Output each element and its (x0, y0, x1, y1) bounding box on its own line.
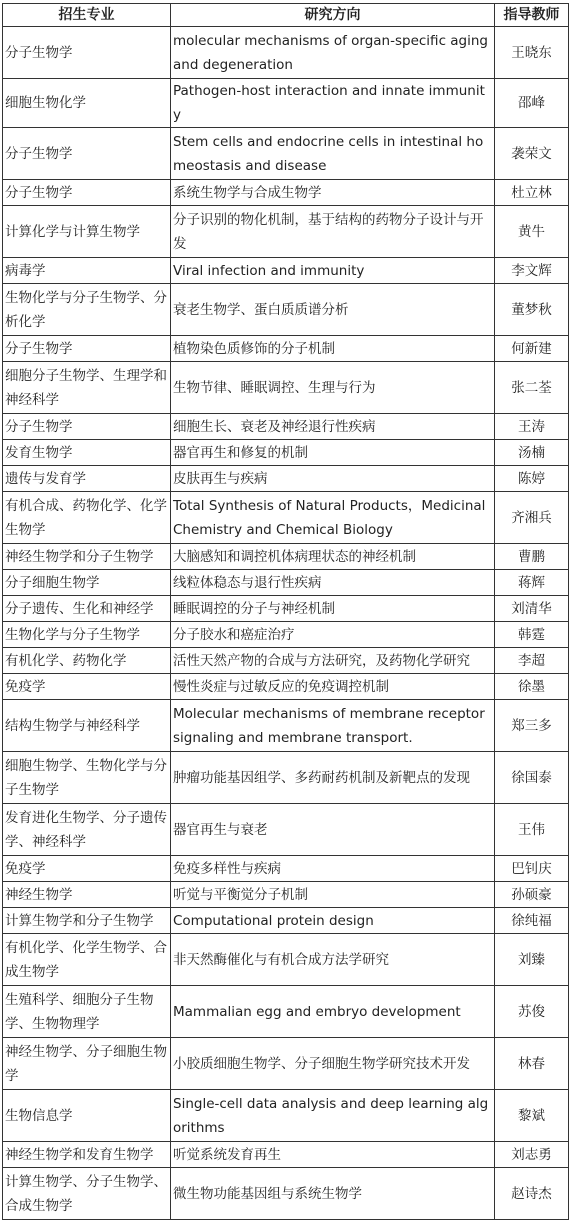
cell-advisor: 孙硕豪 (495, 882, 569, 908)
cell-major: 发育生物学 (3, 440, 171, 466)
cell-major: 生物信息学 (3, 1090, 171, 1142)
cell-direction: 小胶质细胞生物学、分子细胞生物学研究技术开发 (171, 1038, 495, 1090)
cell-major: 分子生物学 (3, 414, 171, 440)
cell-advisor: 王晓东 (495, 27, 569, 79)
cell-advisor: 董梦秋 (495, 284, 569, 336)
cell-direction: Total Synthesis of Natural Products，Medicinal Chemistry and Chemical Biology (171, 492, 495, 544)
table-row (3, 882, 569, 908)
cell-direction: 肿瘤功能基因组学、多药耐药机制及新靶点的发现 (171, 752, 495, 804)
table-row (3, 414, 569, 440)
cell-direction: 皮肤再生与疾病 (171, 466, 495, 492)
cell-advisor: 韩霆 (495, 622, 569, 648)
cell-direction: Single-cell data analysis and deep learning algorithms (171, 1090, 495, 1142)
table-row (3, 648, 569, 674)
cell-major: 神经生物学和发育生物学 (3, 1142, 171, 1168)
cell-major: 有机合成、药物化学、化学生物学 (3, 492, 171, 544)
cell-advisor: 苏俊 (495, 986, 569, 1038)
cell-major: 分子生物学 (3, 128, 171, 180)
cell-advisor: 杜立林 (495, 180, 569, 206)
cell-direction: 衰老生物学、蛋白质质谱分析 (171, 284, 495, 336)
cell-advisor: 王伟 (495, 804, 569, 856)
cell-direction: Stem cells and endocrine cells in intestinal homeostasis and disease (171, 128, 495, 180)
header-row (3, 4, 569, 27)
table-row (3, 284, 569, 336)
table-row (3, 596, 569, 622)
cell-major: 生物化学与分子生物学 (3, 622, 171, 648)
table-row (3, 258, 569, 284)
cell-advisor: 刘臻 (495, 934, 569, 986)
table-row (3, 1038, 569, 1090)
cell-direction: 系统生物学与合成生物学 (171, 180, 495, 206)
cell-advisor: 刘志勇 (495, 1142, 569, 1168)
cell-advisor: 陈婷 (495, 466, 569, 492)
header-direction: 研究方向 (171, 4, 495, 27)
cell-direction: 活性天然产物的合成与方法研究，及药物化学研究 (171, 648, 495, 674)
cell-major: 计算化学与计算生物学 (3, 206, 171, 258)
table-row (3, 1090, 569, 1142)
cell-major: 细胞生物学、生物化学与分子生物学 (3, 752, 171, 804)
table-row (3, 492, 569, 544)
cell-direction: 生物节律、睡眠调控、生理与行为 (171, 362, 495, 414)
cell-major: 分子遗传、生化和神经学 (3, 596, 171, 622)
table-row (3, 752, 569, 804)
table-row (3, 1168, 569, 1220)
cell-major: 免疫学 (3, 674, 171, 700)
table-row (3, 1142, 569, 1168)
table-row (3, 27, 569, 79)
cell-direction: 线粒体稳态与退行性疾病 (171, 570, 495, 596)
table-row (3, 180, 569, 206)
cell-direction: 器官再生与衰老 (171, 804, 495, 856)
cell-advisor: 黄牛 (495, 206, 569, 258)
header-major: 招生专业 (3, 4, 171, 27)
cell-direction: Molecular mechanisms of membrane receptor signaling and membrane transport. (171, 700, 495, 752)
table-body (3, 27, 569, 1220)
cell-advisor: 邵峰 (495, 79, 569, 128)
cell-advisor: 刘清华 (495, 596, 569, 622)
cell-major: 神经生物学和分子生物学 (3, 544, 171, 570)
cell-advisor: 张二荃 (495, 362, 569, 414)
cell-major: 生物化学与分子生物学、分析化学 (3, 284, 171, 336)
cell-major: 分子生物学 (3, 180, 171, 206)
cell-direction: 植物染色质修饰的分子机制 (171, 336, 495, 362)
cell-advisor: 袭荣文 (495, 128, 569, 180)
table-row (3, 362, 569, 414)
cell-direction: 微生物功能基因组与系统生物学 (171, 1168, 495, 1220)
cell-direction: 细胞生长、衰老及神经退行性疾病 (171, 414, 495, 440)
cell-advisor: 汤楠 (495, 440, 569, 466)
table-row (3, 79, 569, 128)
cell-advisor: 齐湘兵 (495, 492, 569, 544)
cell-direction: 非天然酶催化与有机合成方法学研究 (171, 934, 495, 986)
table-row (3, 206, 569, 258)
table-row (3, 466, 569, 492)
cell-direction: 分子识别的物化机制，基于结构的药物分子设计与开发 (171, 206, 495, 258)
cell-advisor: 徐墨 (495, 674, 569, 700)
cell-advisor: 曹鹏 (495, 544, 569, 570)
cell-major: 分子生物学 (3, 27, 171, 79)
cell-direction: Pathogen-host interaction and innate immunity (171, 79, 495, 128)
table-row (3, 908, 569, 934)
cell-advisor: 李超 (495, 648, 569, 674)
cell-major: 细胞分子生物学、生理学和神经科学 (3, 362, 171, 414)
cell-advisor: 赵诗杰 (495, 1168, 569, 1220)
table-row (3, 674, 569, 700)
cell-advisor: 何新建 (495, 336, 569, 362)
table-row (3, 986, 569, 1038)
cell-major: 细胞生物化学 (3, 79, 171, 128)
cell-advisor: 王涛 (495, 414, 569, 440)
cell-major: 分子细胞生物学 (3, 570, 171, 596)
cell-direction: Mammalian egg and embryo development (171, 986, 495, 1038)
table-row (3, 440, 569, 466)
cell-advisor: 徐纯福 (495, 908, 569, 934)
table-row (3, 934, 569, 986)
table-row (3, 544, 569, 570)
cell-advisor: 徐国泰 (495, 752, 569, 804)
table-row (3, 570, 569, 596)
cell-direction: molecular mechanisms of organ-specific aging and degeneration (171, 27, 495, 79)
cell-advisor: 蒋辉 (495, 570, 569, 596)
table-row (3, 622, 569, 648)
cell-direction: 慢性炎症与过敏反应的免疫调控机制 (171, 674, 495, 700)
cell-direction: Computational protein design (171, 908, 495, 934)
cell-major: 生殖科学、细胞分子生物学、生物物理学 (3, 986, 171, 1038)
cell-major: 计算生物学、分子生物学、合成生物学 (3, 1168, 171, 1220)
table-row (3, 804, 569, 856)
cell-direction: 睡眠调控的分子与神经机制 (171, 596, 495, 622)
cell-advisor: 林春 (495, 1038, 569, 1090)
table-row (3, 336, 569, 362)
cell-major: 神经生物学 (3, 882, 171, 908)
cell-direction: 大脑感知和调控机体病理状态的神经机制 (171, 544, 495, 570)
program-table (2, 3, 569, 1220)
cell-advisor: 郑三多 (495, 700, 569, 752)
cell-major: 遗传与发育学 (3, 466, 171, 492)
cell-major: 神经生物学、分子细胞生物学 (3, 1038, 171, 1090)
table-row (3, 856, 569, 882)
table-row (3, 128, 569, 180)
cell-direction: Viral infection and immunity (171, 258, 495, 284)
table-row (3, 700, 569, 752)
cell-major: 结构生物学与神经科学 (3, 700, 171, 752)
cell-direction: 分子胶水和癌症治疗 (171, 622, 495, 648)
cell-major: 分子生物学 (3, 336, 171, 362)
cell-advisor: 李文辉 (495, 258, 569, 284)
cell-major: 有机化学、药物化学 (3, 648, 171, 674)
cell-direction: 器官再生和修复的机制 (171, 440, 495, 466)
cell-major: 免疫学 (3, 856, 171, 882)
cell-major: 病毒学 (3, 258, 171, 284)
cell-advisor: 黎斌 (495, 1090, 569, 1142)
header-advisor: 指导教师 (495, 4, 569, 27)
cell-direction: 免疫多样性与疾病 (171, 856, 495, 882)
cell-major: 有机化学、化学生物学、合成生物学 (3, 934, 171, 986)
cell-advisor: 巴钊庆 (495, 856, 569, 882)
cell-major: 计算生物学和分子生物学 (3, 908, 171, 934)
cell-direction: 听觉系统发育再生 (171, 1142, 495, 1168)
cell-major: 发育进化生物学、分子遗传学、神经科学 (3, 804, 171, 856)
cell-direction: 听觉与平衡觉分子机制 (171, 882, 495, 908)
